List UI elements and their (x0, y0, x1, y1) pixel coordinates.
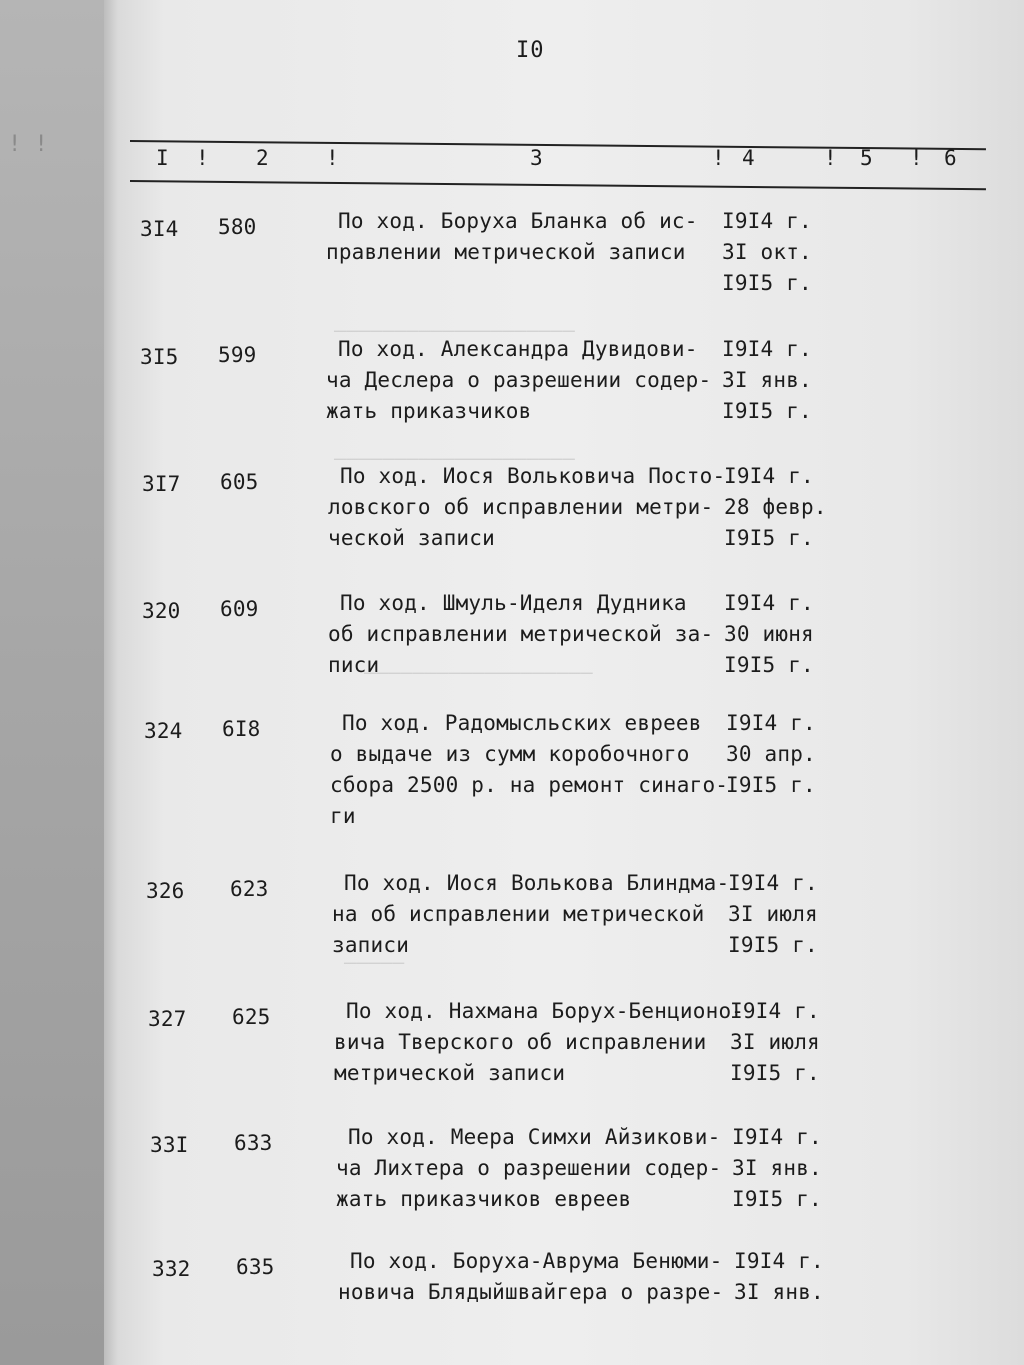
file-number: 6I8 (222, 717, 261, 741)
case-date-line: I9I4 г. (724, 591, 814, 615)
case-date-line: 3I янв. (732, 1156, 822, 1180)
case-date-line: 3I июля (728, 902, 818, 926)
case-description-line: ги (330, 804, 356, 828)
case-description-line: По ход. Боруха Бланка об ис- (338, 209, 698, 233)
header-col-4: 4 (742, 146, 755, 170)
file-number: 609 (220, 597, 259, 621)
case-date-line: I9I5 г. (724, 526, 814, 550)
case-date-line: I9I5 г. (722, 271, 812, 295)
page-number: I0 (516, 38, 545, 63)
underlying-page (0, 0, 104, 1365)
case-description-line: По ход. Александра Дувидови- (338, 337, 698, 361)
case-date-line: I9I4 г. (730, 999, 820, 1023)
case-description-line: ческой записи (328, 526, 495, 550)
file-number: 599 (218, 343, 257, 367)
header-separator: ! (910, 146, 923, 170)
case-description-line: По ход. Боруха-Аврума Бенюми- (350, 1249, 723, 1273)
row-number: 326 (146, 879, 185, 903)
case-description-line: сбора 2500 р. на ремонт синаго- (330, 773, 729, 797)
header-col-3: 3 (530, 146, 543, 170)
case-date-line: I9I4 г. (722, 209, 812, 233)
case-description-line: По ход. Меера Симхи Айзикови- (348, 1125, 721, 1149)
bleed-through-text: ————— (344, 950, 405, 974)
case-description-line: По ход. Радомысльских евреев (342, 711, 702, 735)
file-number: 580 (218, 215, 257, 239)
case-date-line: I9I4 г. (728, 871, 818, 895)
case-description-line: По ход. Иося Волькова Блиндма- (344, 871, 730, 895)
header-separator: ! (196, 146, 209, 170)
row-number: 33I (150, 1133, 189, 1157)
case-description-line: писи (328, 653, 380, 677)
case-description-line: жать приказчиков (326, 399, 532, 423)
case-description-line: вича Тверского об исправлении (334, 1030, 707, 1054)
case-date-line: I9I5 г. (724, 653, 814, 677)
bleed-through-text: ——————————————————— (364, 660, 593, 684)
header-col-5: 5 (860, 146, 873, 170)
bleed-through-text: ———————————————————— (334, 318, 575, 342)
row-number: 324 (144, 719, 183, 743)
header-separator: ! (824, 146, 837, 170)
case-date-line: 3I янв. (734, 1280, 824, 1304)
case-description-line: новича Блядыйшвайгера о разре- (338, 1280, 724, 1304)
file-number: 625 (232, 1005, 271, 1029)
case-date-line: 3I окт. (722, 240, 812, 264)
case-description-line: метрической записи (334, 1061, 566, 1085)
case-description-line: об исправлении метрической за- (328, 622, 714, 646)
row-number: 332 (152, 1257, 191, 1281)
case-description-line: По ход. Иося Вольковича Посто- (340, 464, 726, 488)
case-date-line: I9I4 г. (726, 711, 816, 735)
case-date-line: I9I4 г. (724, 464, 814, 488)
row-number: 320 (142, 599, 181, 623)
file-number: 635 (236, 1255, 275, 1279)
case-date-line: 3I июля (730, 1030, 820, 1054)
case-date-line: I9I5 г. (728, 933, 818, 957)
row-number: 3I4 (140, 217, 179, 241)
header-col-6: 6 (944, 146, 957, 170)
case-description-line: ча Лихтера о разрешении содер- (336, 1156, 722, 1180)
case-description-line: жать приказчиков евреев (336, 1187, 632, 1211)
row-number: 327 (148, 1007, 187, 1031)
file-number: 633 (234, 1131, 273, 1155)
case-date-line: I9I5 г. (730, 1061, 820, 1085)
case-description-line: По ход. Шмуль-Иделя Дудника (340, 591, 687, 615)
case-description-line: о выдаче из сумм коробочного (330, 742, 690, 766)
case-description-line: правлении метрической записи (326, 240, 686, 264)
case-date-line: I9I5 г. (732, 1187, 822, 1211)
header-col-2: 2 (256, 146, 269, 170)
case-description-line: По ход. Нахмана Борух-Бенционо- (346, 999, 745, 1023)
document-page (104, 0, 1024, 1365)
case-date-line: I9I5 г. (722, 399, 812, 423)
case-date-line: I9I5 г. (726, 773, 816, 797)
file-number: 623 (230, 877, 269, 901)
case-date-line: 28 февр. (724, 495, 827, 519)
row-number: 3I7 (142, 472, 181, 496)
case-date-line: 3I янв. (722, 368, 812, 392)
case-date-line: I9I4 г. (732, 1125, 822, 1149)
underlying-page-mark: ! ! (8, 132, 48, 157)
header-col-1: I (156, 146, 169, 170)
case-description-line: на об исправлении метрической (332, 902, 705, 926)
case-date-line: 30 апр. (726, 742, 816, 766)
bleed-through-text: ———————————————————— (334, 446, 575, 470)
file-number: 605 (220, 470, 259, 494)
case-description-line: ловского об исправлении метри- (328, 495, 714, 519)
header-separator: ! (712, 146, 725, 170)
case-description-line: записи (332, 933, 410, 957)
case-date-line: 30 июня (724, 622, 814, 646)
header-separator: ! (326, 146, 339, 170)
register-entries (104, 0, 1024, 1365)
case-description-line: ча Деслера о разрешении содер- (326, 368, 712, 392)
row-number: 3I5 (140, 345, 179, 369)
case-date-line: I9I4 г. (734, 1249, 824, 1273)
case-date-line: I9I4 г. (722, 337, 812, 361)
